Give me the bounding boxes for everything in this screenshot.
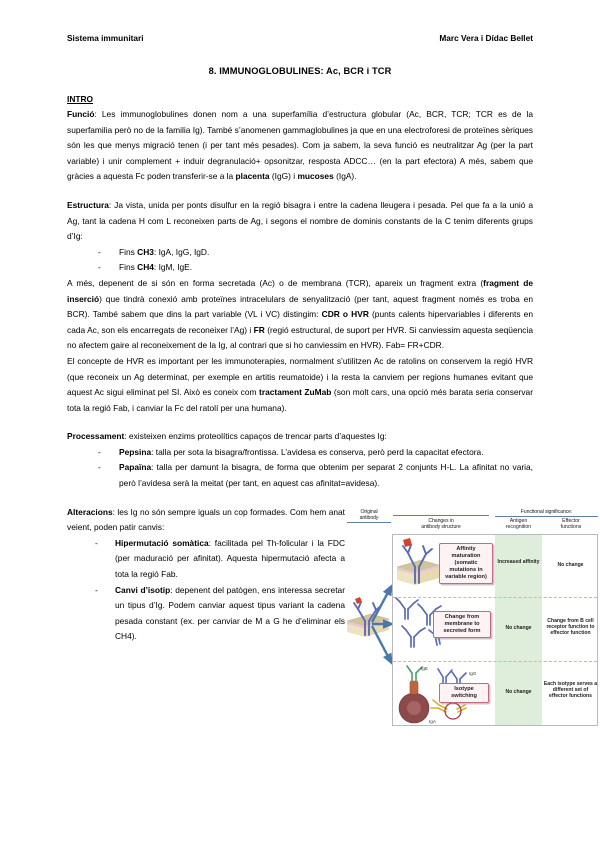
hvr-bold-zumab: tractament ZuMab xyxy=(259,387,332,398)
label-iga: IgA xyxy=(429,718,436,724)
paragraph-funcio xyxy=(67,107,533,185)
funcio-igg: (IgG) i xyxy=(269,171,298,182)
list-enzymes xyxy=(67,445,533,492)
ames-part4: (regió estructural, de suport per HVR. Si canviessim aquesta seqüencia no afectem gaire al reconeixement de la Ig, al contrari que si ho canviessim en HVR). Fab= FR+CDR. xyxy=(67,324,533,351)
list-item xyxy=(67,260,533,276)
paragraph-alteracions xyxy=(67,505,345,536)
label-alteracions: Alteracions xyxy=(67,506,113,517)
ch4-label: CH4 xyxy=(137,262,154,273)
header-left-text: Sistema immunitari xyxy=(67,33,144,43)
ige-receptor xyxy=(410,681,418,694)
canvi-isotip-label: Canvi d’isotip xyxy=(115,584,171,595)
row-divider-2 xyxy=(393,661,597,662)
ames-part2: ) que tindrà conexió amb proteïnes intracelulars de senyalització (per tant, aquest fragment només es troba en BCR). També sabem que dins la part variable (VL i VC) distingim: xyxy=(67,293,533,320)
papaina-rest: : talla per damunt la bisagra, de forma que obtenim per separat 2 conjunts H-L. La afinitat no varia, però l’avidesa serà la meitat (per tant, en aquest cas afinitat=avidesa). xyxy=(119,462,533,489)
arrow-to-isotype-row xyxy=(372,626,391,662)
ch4-prefix: Fins xyxy=(119,262,138,273)
papaina-label: Papaïna xyxy=(119,462,152,473)
antibody-changes-figure xyxy=(345,507,600,739)
list-ch-groups xyxy=(67,245,533,276)
list-item xyxy=(67,445,533,461)
bottom-region xyxy=(67,505,598,724)
estructura-body: : Ja vista, unida per ponts disulfur en la regió bisagra i entre la cadena lleugera i pesada. Pel que fa a la unió a Ag, tant la cadena H com L reconeixen parts de Ag, i segons el nombre de dominis constants de la C tenim diferents grups d’Ig: xyxy=(67,199,533,242)
ames-bold-fr: FR xyxy=(253,324,265,335)
processament-body: : existeixen enzims proteolítics capaços de trencar parts d’aquestes Ig: xyxy=(124,431,387,442)
ch3-prefix: Fins xyxy=(119,246,138,257)
cell-antigen-row1: Increased affinity xyxy=(497,558,540,565)
row2-antibody-c xyxy=(402,626,425,647)
cell-effector-row2: Change from B cell receptor function to effector function xyxy=(546,617,595,637)
figure-header-original xyxy=(347,509,391,524)
mast-cell-nucleus xyxy=(407,701,421,715)
ch4-rest: : IgM, IgE. xyxy=(153,262,193,273)
figure-header-antigen-line1: Antigen xyxy=(509,517,528,524)
row-divider-1 xyxy=(393,597,597,598)
figure-header-original-line1: Original xyxy=(360,508,378,515)
funcio-placenta: placenta xyxy=(235,171,270,182)
figure-header-changes-line2: antibody structure xyxy=(421,524,461,531)
ch3-rest: : IgA, IgG, IgD. xyxy=(153,246,210,257)
paragraph-hvr xyxy=(67,354,533,416)
cell-effector-row1: No change xyxy=(557,561,584,568)
list-alteracions xyxy=(67,536,345,645)
figure-panel xyxy=(392,534,598,726)
figure-header-changes-line1: Changes in xyxy=(428,517,454,524)
canvi-isotip-rest: : depenent del patògen, ens interessa secretar un tipus d’Ig. Podem canviar aquest tipus variant la cadena pesada constant (ex. per canviar de M a G he d’eliminar els CH4). xyxy=(115,584,345,642)
arrow-to-affinity-row xyxy=(372,587,391,622)
row1-antibody-illustration xyxy=(395,537,441,595)
ames-bold-cdr: CDR o HVR xyxy=(321,309,369,320)
section-heading-intro: INTRO xyxy=(67,94,94,104)
paragraph-ames xyxy=(67,276,533,354)
figure-header-antigen-recognition xyxy=(495,518,542,531)
alteracions-column xyxy=(67,505,345,645)
ames-part3: (punts calents hipervariables i diferents en cada Ac, son els encarregats de reconeixer l’Ag) i xyxy=(67,309,533,335)
funcio-body: : Les immunoglobulines donen nom a una superfamília d’estructura globular (Ac, BCR, TCR; TCR es de la superfamilia però no de la familia Ig). També s’anomenen gammaglobulines ja que en una electroforesi de proteïnes sèriques són les que menys migració tenen (i per tant més pesades). Com ja sabem, la seva funció es neutralitzar Ag (per la part variable) i unir complement + induir degranulació+ opsonitzar, resposta ADCC… (en la part efectora) A més, sabem que gràcies a aquesta Fc poden transferir-se a la xyxy=(67,109,533,182)
label-ige: IgE xyxy=(421,665,428,671)
callout-isotype-switching: Isotype switching xyxy=(439,683,489,703)
hipermutacio-label: Hipermutació somàtica xyxy=(115,537,209,548)
funcio-iga: (IgA). xyxy=(333,171,357,182)
row2-antibody-a xyxy=(396,598,418,619)
figure-header-changes xyxy=(393,515,489,531)
figure-header-antigen-line2: recognition xyxy=(505,524,532,531)
funcio-mucoses: mucoses xyxy=(297,171,334,182)
header-right-text: Marc Vera i Dídac Bellet xyxy=(439,33,533,43)
figure-header-effector-functions xyxy=(544,518,598,531)
ames-bold-insercio: fragment de inserció xyxy=(67,277,533,304)
ige-antibody xyxy=(407,666,422,681)
label-igg: IgG xyxy=(469,670,477,676)
figure-header-effector-line1: Effector xyxy=(562,517,580,524)
cell-effector-row3: Each isotype serves a different set of effector functions xyxy=(543,680,598,700)
hvr-part2: (son molt cars, una opció més barata seria conservar tota la regió Fab, i canviar la Fc del ratolí per una humana). xyxy=(67,387,533,413)
label-funcio: Funció xyxy=(67,109,95,119)
label-processament: Processament xyxy=(67,431,125,442)
label-estructura: Estructura xyxy=(67,199,109,210)
callout-membrane-to-secreted: Change from membrane to secreted form xyxy=(433,611,491,638)
list-item xyxy=(67,536,345,583)
paragraph-estructura xyxy=(67,198,533,245)
figure-header-original-line2: antibody xyxy=(359,515,379,522)
hvr-part1: El concepte de HVR es important per les immunoterapies, normalment s’utilitzen Ac de ratolins on conservem la regió HVR (que reconeix un Ag determinat, per exemple en artitis reumatoide) i la resta la canviem per regions humanes evitant que aquest Ac sigui eliminat pel SI. Això es coneix com xyxy=(67,355,533,398)
list-item xyxy=(67,460,533,491)
callout-affinity-maturation: Affinity maturation (somatic mutations in variable region) xyxy=(439,543,493,584)
ch3-label: CH3 xyxy=(137,246,154,257)
hipermutacio-rest: : facilitada pel Th-folicular i la FDC (per maduració per afinitat). Aquesta hipermutació afecta a tota la regió Fab. xyxy=(115,537,345,580)
alteracions-body: : les Ig no són sempre iguals un cop formades. Com hem anat veient, poden patir canvis: xyxy=(67,506,345,533)
figure-header-effector-line2: functions xyxy=(560,524,582,531)
figure-header-functional: Functional significance: xyxy=(495,509,598,517)
page-content xyxy=(67,33,598,724)
paragraph-processament xyxy=(67,429,533,445)
pepsina-rest: : talla per sota la bisagra/frontissa. L’avidesa es conserva, però perd la capacitat efectora. xyxy=(151,446,484,457)
list-item xyxy=(67,583,345,645)
ames-part1: A més, depenent de si són en forma secretada (Ac) o de membrana (TCR), apareix un fragment extra ( xyxy=(67,277,484,288)
cell-antigen-row2: No change xyxy=(505,624,532,631)
running-header xyxy=(67,33,533,43)
list-item xyxy=(67,245,533,261)
cell-antigen-row3: No change xyxy=(505,688,532,695)
page-title: 8. IMMUNOGLOBULINES: Ac, BCR i TCR xyxy=(208,66,392,76)
pepsina-label: Pepsina xyxy=(119,446,152,457)
